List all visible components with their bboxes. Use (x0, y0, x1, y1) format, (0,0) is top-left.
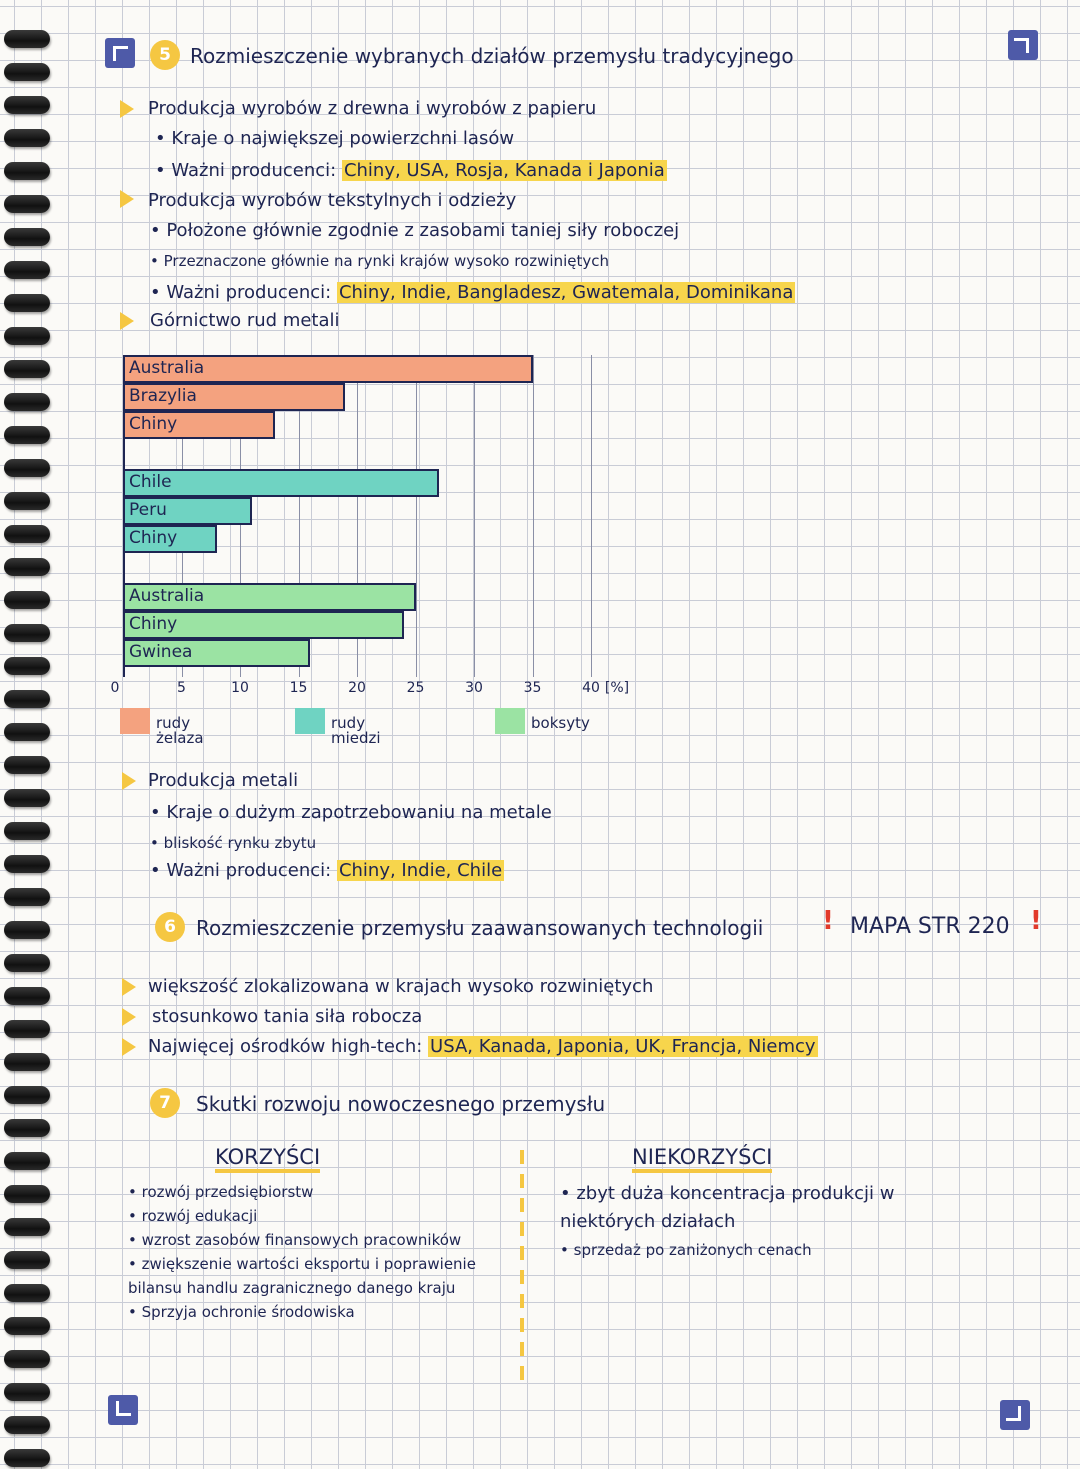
chart-y-axis (123, 355, 125, 677)
bullet-item: • Kraje o dużym zapotrzebowaniu na metale (150, 802, 552, 823)
bullet-arrow-icon (122, 978, 136, 996)
pros-list (128, 1180, 518, 1324)
spiral-ring (4, 756, 50, 774)
spiral-ring (4, 888, 50, 906)
spiral-ring (4, 162, 50, 180)
chart-bar-label: Chiny (129, 528, 178, 548)
bullet-item: większość zlokalizowana w krajach wysoko rozwiniętych (148, 976, 654, 997)
legend-label: rudy miedzi (331, 714, 381, 747)
spiral-ring (4, 129, 50, 147)
chart-bar-label: Gwinea (129, 642, 193, 662)
spiral-ring (4, 1251, 50, 1269)
cons-title: NIEKORZYŚCI (632, 1145, 772, 1173)
bullet-item: • bliskość rynku zbytu (150, 834, 317, 852)
chart-tick-label: 30 (465, 680, 483, 696)
spiral-ring (4, 360, 50, 378)
spiral-ring (4, 1119, 50, 1137)
spiral-ring (4, 1152, 50, 1170)
chart-gridline (416, 355, 417, 677)
spiral-ring (4, 690, 50, 708)
mining-bar-chart (110, 350, 675, 770)
bullet-item: • Przeznaczone głównie na rynki krajów wysoko rozwiniętych (150, 252, 609, 270)
chart-gridline (533, 355, 534, 677)
spiral-ring (4, 624, 50, 642)
chart-tick-label: 15 (289, 680, 308, 696)
spiral-ring (4, 459, 50, 477)
legend-swatch (495, 708, 525, 734)
spiral-ring (4, 1284, 50, 1302)
spiral-ring (4, 294, 50, 312)
spiral-ring (4, 558, 50, 576)
chart-bar-label: Chiny (129, 414, 178, 434)
chart-bar-label: Australia (129, 586, 205, 606)
item-heading: Produkcja metali (148, 770, 299, 791)
spiral-ring (4, 1185, 50, 1203)
spiral-ring (4, 96, 50, 114)
section-title: Skutki rozwoju nowoczesnego przemysłu (196, 1092, 606, 1116)
spiral-ring (4, 789, 50, 807)
spiral-ring (4, 921, 50, 939)
highlighted-countries: USA, Kanada, Japonia, UK, Francja, Niemcy (430, 1036, 816, 1057)
list-item: • sprzedaż po zaniżonych cenach (560, 1241, 812, 1259)
spiral-ring (4, 1383, 50, 1401)
bullet-item: • Położone głównie zgodnie z zasobami taniej siły roboczej (150, 220, 680, 241)
list-item: • Sprzyja ochronie środowiska (128, 1303, 355, 1321)
item-heading: Produkcja wyrobów z drewna i wyrobów z papieru (148, 98, 597, 119)
spiral-ring (4, 327, 50, 345)
spiral-ring (4, 822, 50, 840)
chart-tick-label: 5 (177, 680, 186, 696)
bullet-arrow-icon (122, 1038, 136, 1056)
corner-mark-top-right-icon (1008, 30, 1038, 60)
section-number-badge: 7 (150, 1088, 180, 1118)
chart-tick-label: 35 (523, 680, 542, 696)
list-item: • rozwój przedsiębiorstw (128, 1183, 314, 1201)
spiral-ring (4, 426, 50, 444)
bullet-arrow-icon (122, 772, 136, 790)
spiral-ring (4, 1350, 50, 1368)
chart-bar-label: Peru (129, 500, 167, 520)
chart-tick-label: 0 (110, 680, 120, 696)
highlighted-producers: Chiny, USA, Rosja, Kanada i Japonia (343, 160, 665, 181)
spiral-ring (4, 30, 50, 48)
spiral-ring (4, 1020, 50, 1038)
item-heading: Produkcja wyrobów tekstylnych i odzieży (148, 190, 517, 211)
spiral-ring (4, 723, 50, 741)
chart-tick-label: 25 (406, 680, 425, 696)
spiral-ring (4, 954, 50, 972)
legend-label: boksyty (531, 714, 590, 732)
chart-bar-label: Chiny (129, 614, 178, 634)
cons-list (560, 1180, 970, 1264)
map-reference-note: MAPA STR 220 (850, 914, 1010, 939)
section-number-badge: 6 (155, 912, 185, 942)
bullet-arrow-icon (120, 100, 134, 118)
legend-label: rudy żelaza (156, 714, 204, 747)
chart-gridline (591, 355, 592, 677)
spiral-ring (4, 228, 50, 246)
list-item: • zwiększenie wartości eksportu i poprawienie bilansu handlu zagranicznego danego kraju (128, 1255, 476, 1297)
corner-mark-top-left-icon (105, 38, 135, 68)
corner-mark-bottom-right-icon (1000, 1400, 1030, 1430)
list-item: • wzrost zasobów finansowych pracowników (128, 1231, 462, 1249)
section-number-badge: 5 (150, 40, 180, 70)
spiral-ring (4, 63, 50, 81)
chart-tick-label: 20 (348, 680, 366, 696)
bullet-item: • Kraje o największej powierzchni lasów (155, 128, 515, 149)
spiral-ring (4, 1317, 50, 1335)
spiral-ring (4, 987, 50, 1005)
highlighted-producers: Chiny, Indie, Chile (338, 860, 503, 881)
item-heading: Górnictwo rud metali (150, 310, 340, 331)
spiral-ring (4, 1416, 50, 1434)
spiral-ring (4, 195, 50, 213)
spiral-binding (0, 0, 60, 1469)
bullet-item: • Ważni producenci: Chiny, Indie, Chile (150, 860, 503, 881)
corner-mark-bottom-left-icon (108, 1395, 138, 1425)
exclamation-icon: ! (1030, 906, 1042, 936)
spiral-ring (4, 393, 50, 411)
bullet-arrow-icon (122, 1008, 136, 1026)
spiral-ring (4, 1218, 50, 1236)
list-item: • rozwój edukacji (128, 1207, 258, 1225)
bullet-item: • Ważni producenci: Chiny, Indie, Bangladesz, Gwatemala, Dominikana (150, 282, 794, 303)
spiral-ring (4, 591, 50, 609)
spiral-ring (4, 492, 50, 510)
chart-bar-label: Brazylia (129, 386, 197, 406)
spiral-ring (4, 525, 50, 543)
legend-swatch (295, 708, 325, 734)
chart-gridline (474, 355, 475, 677)
bullet-item: stosunkowo tania siła robocza (152, 1006, 423, 1027)
chart-tick-label: 10 (231, 680, 249, 696)
spiral-ring (4, 1449, 50, 1467)
bullet-item: • Ważni producenci: Chiny, USA, Rosja, Kanada i Japonia (155, 160, 665, 181)
spiral-ring (4, 855, 50, 873)
list-item: • zbyt duża koncentracja produkcji w niektórych działach (560, 1183, 895, 1232)
legend-swatch (120, 708, 150, 734)
section-title: Rozmieszczenie wybranych działów przemysłu tradycyjnego (190, 44, 794, 68)
chart-bar-label: Chile (129, 472, 172, 492)
bullet-arrow-icon (120, 190, 134, 208)
spiral-ring (4, 261, 50, 279)
section-title: Rozmieszczenie przemysłu zaawansowanych technologii (196, 916, 764, 940)
spiral-ring (4, 1053, 50, 1071)
column-divider (520, 1150, 524, 1380)
bullet-item: Najwięcej ośrodków high-tech: USA, Kanada, Japonia, UK, Francja, Niemcy (148, 1036, 816, 1057)
highlighted-producers: Chiny, Indie, Bangladesz, Gwatemala, Dominikana (338, 282, 794, 303)
exclamation-icon: ! (822, 906, 834, 936)
pros-title: KORZYŚCI (215, 1145, 320, 1173)
chart-bar-label: Australia (129, 358, 205, 378)
bullet-arrow-icon (120, 312, 134, 330)
spiral-ring (4, 657, 50, 675)
spiral-ring (4, 1086, 50, 1104)
chart-tick-label: 40 (582, 680, 600, 696)
chart-unit-label: [%] (604, 680, 630, 696)
